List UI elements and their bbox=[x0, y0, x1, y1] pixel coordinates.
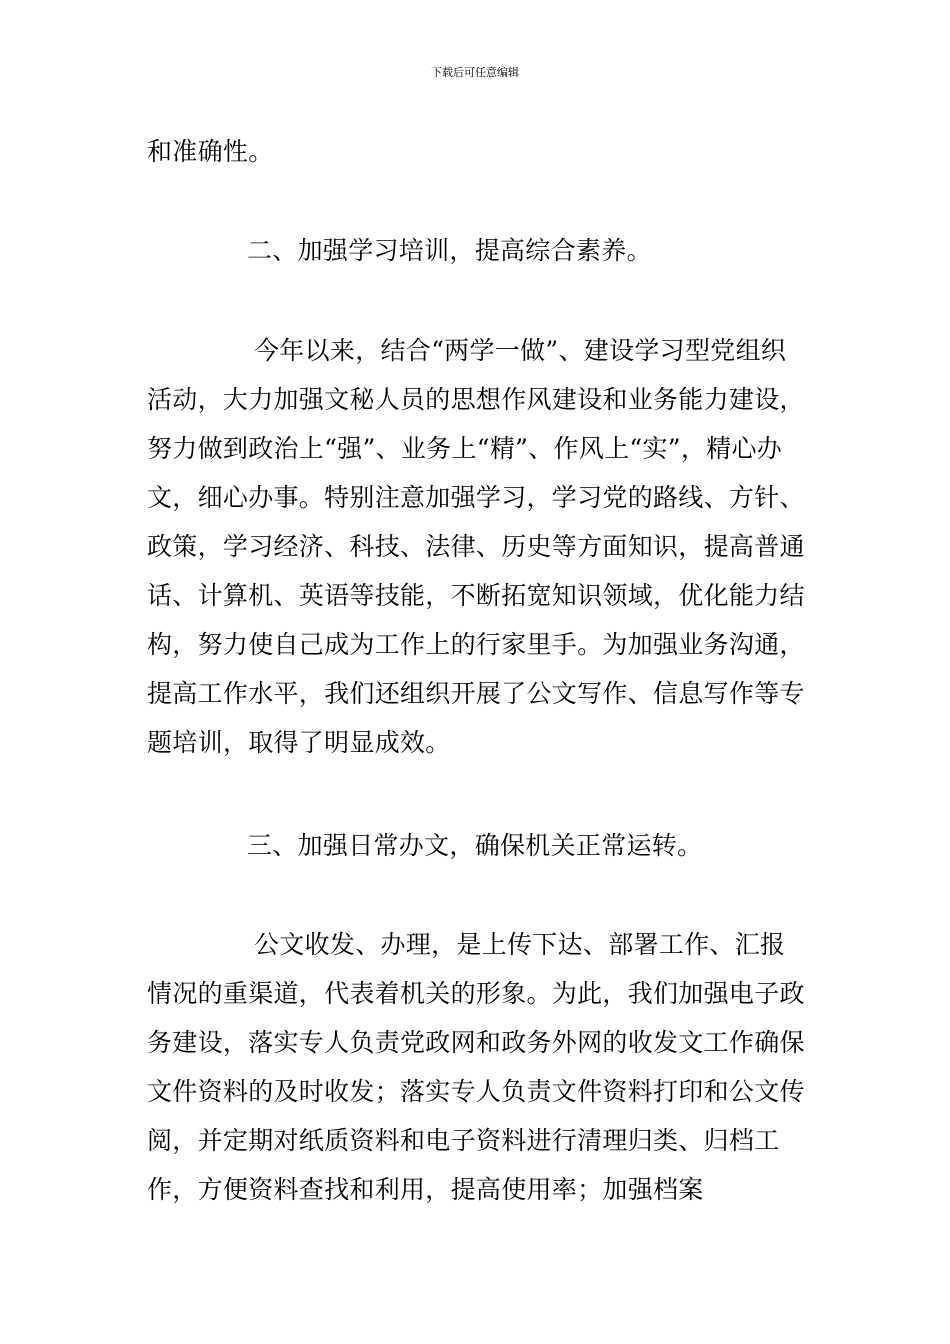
section-2-heading: 二、加强学习培训，提高综合素养。 bbox=[247, 236, 652, 265]
section-3-paragraph: 公文收发、办理，是上传下达、部署工作、汇报情况的重渠道，代表着机关的形象。为此，我们加强电子政务建设，落实专人负责党政网和政务外网的收发文工作确保文件资料的及时收发；落实专人负责文件资料打印和公文传阅，并定期对纸质资料和电子资料进行清理归类、归档工作，方便资料查找和利用，提高使用率；加强档案 bbox=[147, 930, 805, 1204]
page-header-note: 下载后可任意编辑 bbox=[431, 66, 519, 79]
section-3-heading: 三、加强日常办文，确保机关正常运转。 bbox=[247, 831, 703, 860]
continuation-line: 和准确性。 bbox=[147, 137, 274, 166]
section-2-paragraph: 今年以来，结合“两学一做”、建设学习型党组织活动，大力加强文秘人员的思想作风建设和业务能力建设，努力做到政治上“强”、业务上“精”、作风上“实”，精心办文，细心办事。特别注意加强学习，学习党的路线、方针、政策，学习经济、科技、法律、历史等方面知识，提高普通话、计算机、英语等技能，不断拓宽知识领域，优化能力结构，努力使自己成为工作上的行家里手。为加强业务沟通，提高工作水平，我们还组织开展了公文写作、信息写作等专题培训，取得了明显成效。 bbox=[147, 336, 805, 757]
